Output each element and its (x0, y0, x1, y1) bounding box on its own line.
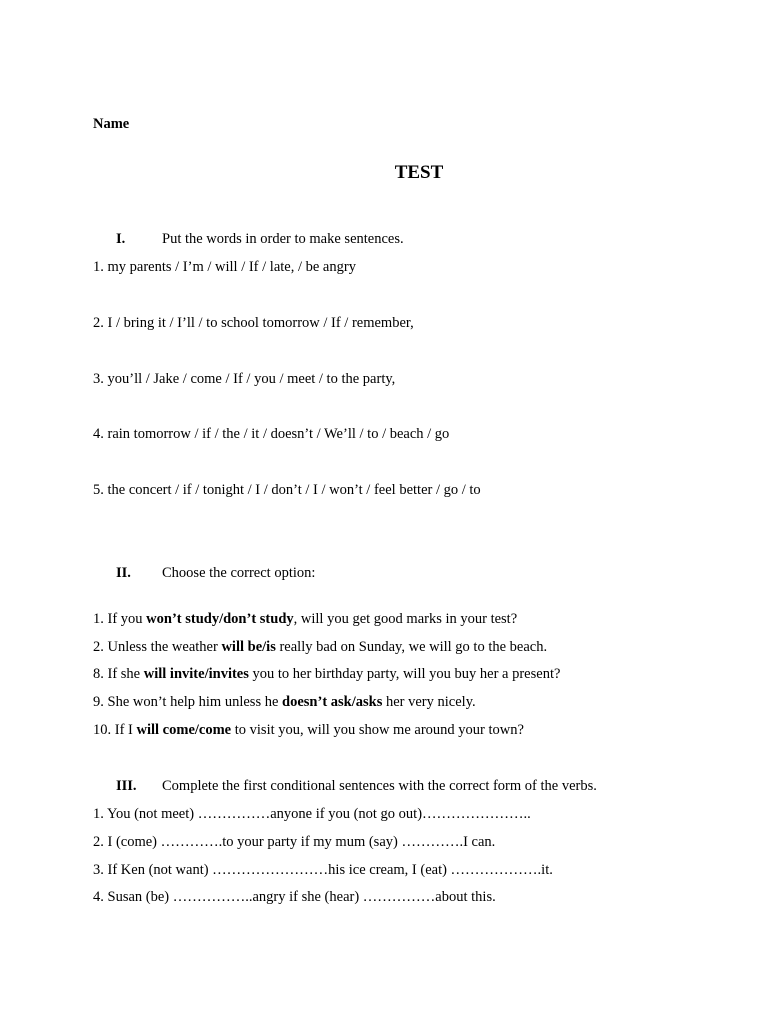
section-1-item: 4. rain tomorrow / if / the / it / doesn’t / We’ll / to / beach / go (93, 426, 450, 442)
section-2-item (93, 693, 476, 711)
section-2-item (93, 610, 517, 628)
item-text: 10. If I (93, 722, 137, 738)
section-1-instruction: Put the words in order to make sentences. (162, 231, 404, 247)
section-3-item: 2. I (come) ………….to your party if my mum (say) ………….I can. (93, 834, 496, 850)
section-2-item (93, 638, 547, 656)
item-text: 9. She won’t help him unless he (93, 694, 283, 710)
section-2-item (93, 665, 560, 683)
section-3-item: 3. If Ken (not want) ……………………his ice cream, I (eat) ……………….it. (93, 862, 553, 878)
item-text: 1. If you (93, 611, 147, 627)
section-2-number: II. (116, 565, 131, 581)
section-2-heading (116, 564, 315, 582)
item-text: really bad on Sunday, we will go to the beach. (275, 639, 548, 655)
item-text: to visit you, will you show me around your town? (231, 722, 524, 738)
item-text: you to her birthday party, will you buy her a present? (248, 666, 561, 682)
item-option: will come/come (136, 722, 232, 738)
section-3-number: III. (116, 778, 137, 794)
section-1-item: 1. my parents / I’m / will / If / late, / be angry (93, 259, 356, 275)
item-option: will be/is (221, 639, 276, 655)
item-option: will invite/invites (143, 666, 249, 682)
page-title: TEST (394, 162, 444, 183)
item-option: won’t study/don’t study (146, 611, 294, 627)
item-text: her very nicely. (382, 694, 476, 710)
section-1-item: 3. you’ll / Jake / come / If / you / meet / to the party, (93, 371, 396, 387)
section-3-heading (116, 777, 597, 795)
name-label: Name (93, 116, 130, 132)
section-2-item (93, 721, 524, 739)
item-text: 2. Unless the weather (93, 639, 222, 655)
section-3-item: 4. Susan (be) ……………..angry if she (hear) ……………about this. (93, 889, 496, 905)
section-1-heading (116, 230, 404, 248)
section-3-item: 1. You (not meet) ……………anyone if you (not go out)………………….. (93, 806, 531, 822)
section-3-instruction: Complete the first conditional sentences with the correct form of the verbs. (162, 778, 597, 794)
section-1-item: 5. the concert / if / tonight / I / don’t / I / won’t / feel better / go / to (93, 482, 481, 498)
section-1-number: I. (116, 231, 126, 247)
item-text: , will you get good marks in your test? (293, 611, 518, 627)
item-text: 8. If she (93, 666, 144, 682)
item-option: doesn’t ask/asks (282, 694, 383, 710)
section-2-instruction: Choose the correct option: (162, 565, 316, 581)
section-1-item: 2. I / bring it / I’ll / to school tomorrow / If / remember, (93, 315, 414, 331)
